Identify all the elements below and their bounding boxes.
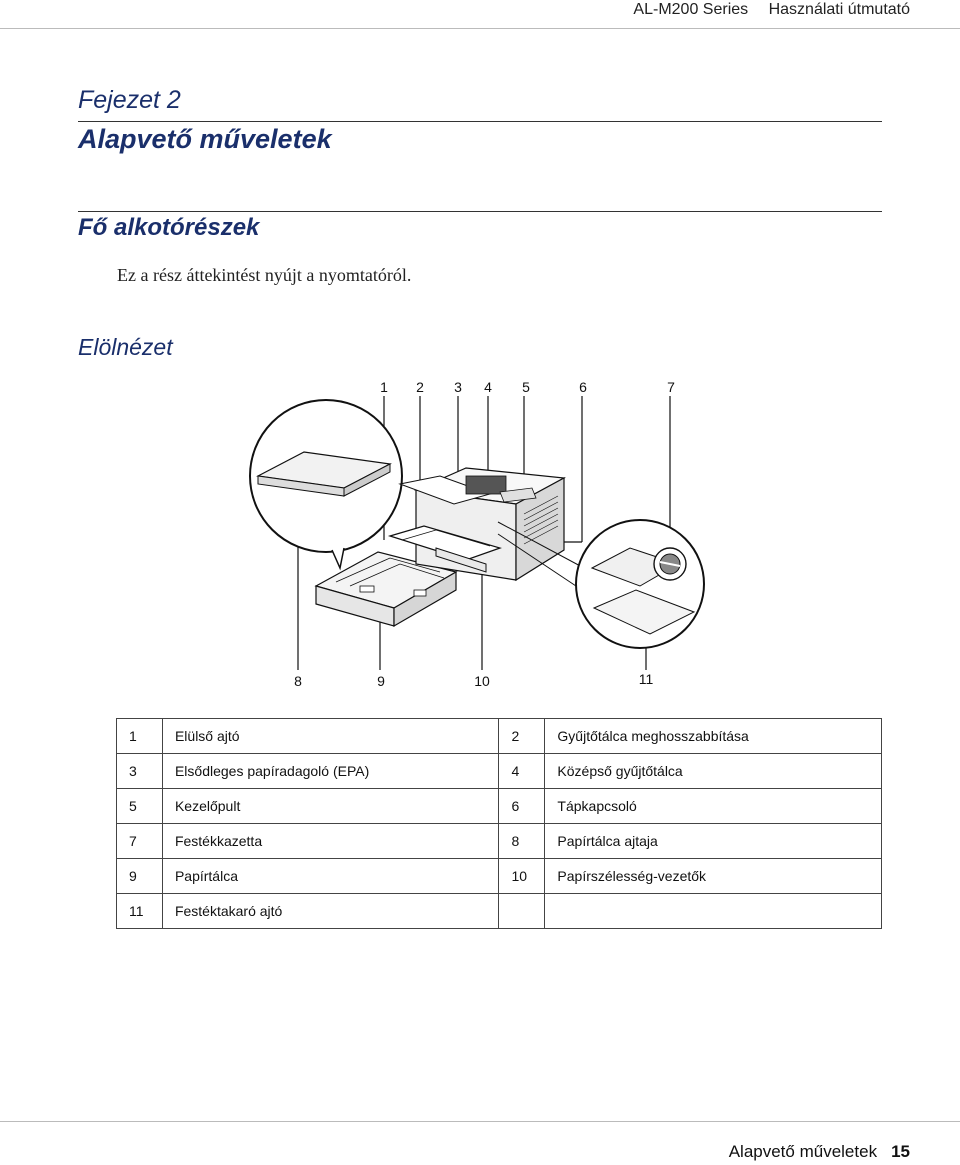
part-label-cell: Festékkazetta [162,824,499,859]
running-header [617,0,910,24]
table-row [117,789,882,824]
callout-3: 3 [454,379,462,395]
part-number-cell: 1 [117,719,163,754]
footer-chapter-title: Alapvető műveletek [728,1142,878,1161]
footer-divider [0,1121,960,1122]
part-number-cell: 6 [499,789,545,824]
part-number-cell: 10 [499,859,545,894]
parts-table [116,718,882,929]
callout-8: 8 [294,673,302,689]
document-title: Használati útmutató [768,1,910,18]
callout-9: 9 [377,673,385,689]
chapter-number: Fejezet 2 [78,86,181,114]
part-label-cell: Elülső ajtó [162,719,499,754]
table-row [117,824,882,859]
section-intro: Ez a rész áttekintést nyújt a nyomtatóról. [117,265,412,285]
part-number-cell: 4 [499,754,545,789]
callout-10: 10 [474,673,490,689]
callout-numbers-bottom [294,671,653,689]
table-row [117,894,882,929]
table-row [117,719,882,754]
callout-2: 2 [416,379,424,395]
part-number-cell: 11 [117,894,163,929]
chapter-divider [78,121,882,122]
header-divider [0,28,960,29]
callout-1: 1 [380,379,388,395]
subsection-title: Elölnézet [78,334,173,360]
part-label-cell: Középső gyűjtőtálca [545,754,882,789]
toner-cartridge-detail [576,520,704,648]
part-label-cell: Papírszélesség-vezetők [545,859,882,894]
part-number-cell: 2 [499,719,545,754]
part-number-cell: 7 [117,824,163,859]
part-label-cell: Tápkapcsoló [545,789,882,824]
part-label-cell: Kezelőpult [162,789,499,824]
part-label-cell: Papírtálca [162,859,499,894]
callout-6: 6 [579,379,587,395]
callout-7: 7 [667,379,675,395]
running-footer [729,1142,910,1162]
table-row [117,859,882,894]
page-number: 15 [891,1142,910,1161]
printer-front-view-figure [240,372,720,694]
part-label-cell: Festéktakaró ajtó [162,894,499,929]
part-label-cell: Gyűjtőtálca meghosszabbítása [545,719,882,754]
paper-tray-door-detail [250,400,402,568]
part-number-cell: 9 [117,859,163,894]
callout-11: 11 [638,671,654,687]
section-title: Fő alkotórészek [78,214,260,241]
part-number-cell: 8 [499,824,545,859]
part-number-cell: 5 [117,789,163,824]
table-row [117,754,882,789]
callout-numbers-top [380,379,675,395]
part-label-cell: Papírtálca ajtaja [545,824,882,859]
parts-table-body [117,719,882,929]
section-divider [78,211,882,212]
part-number-cell: 3 [117,754,163,789]
callout-4: 4 [484,379,492,395]
part-label-cell: Elsődleges papíradagoló (EPA) [162,754,499,789]
product-name: AL-M200 Series [633,1,749,18]
part-label-cell [545,894,882,929]
chapter-title: Alapvető műveletek [78,124,332,154]
printer-illustration [240,372,720,694]
part-number-cell [499,894,545,929]
callout-5: 5 [522,379,530,395]
